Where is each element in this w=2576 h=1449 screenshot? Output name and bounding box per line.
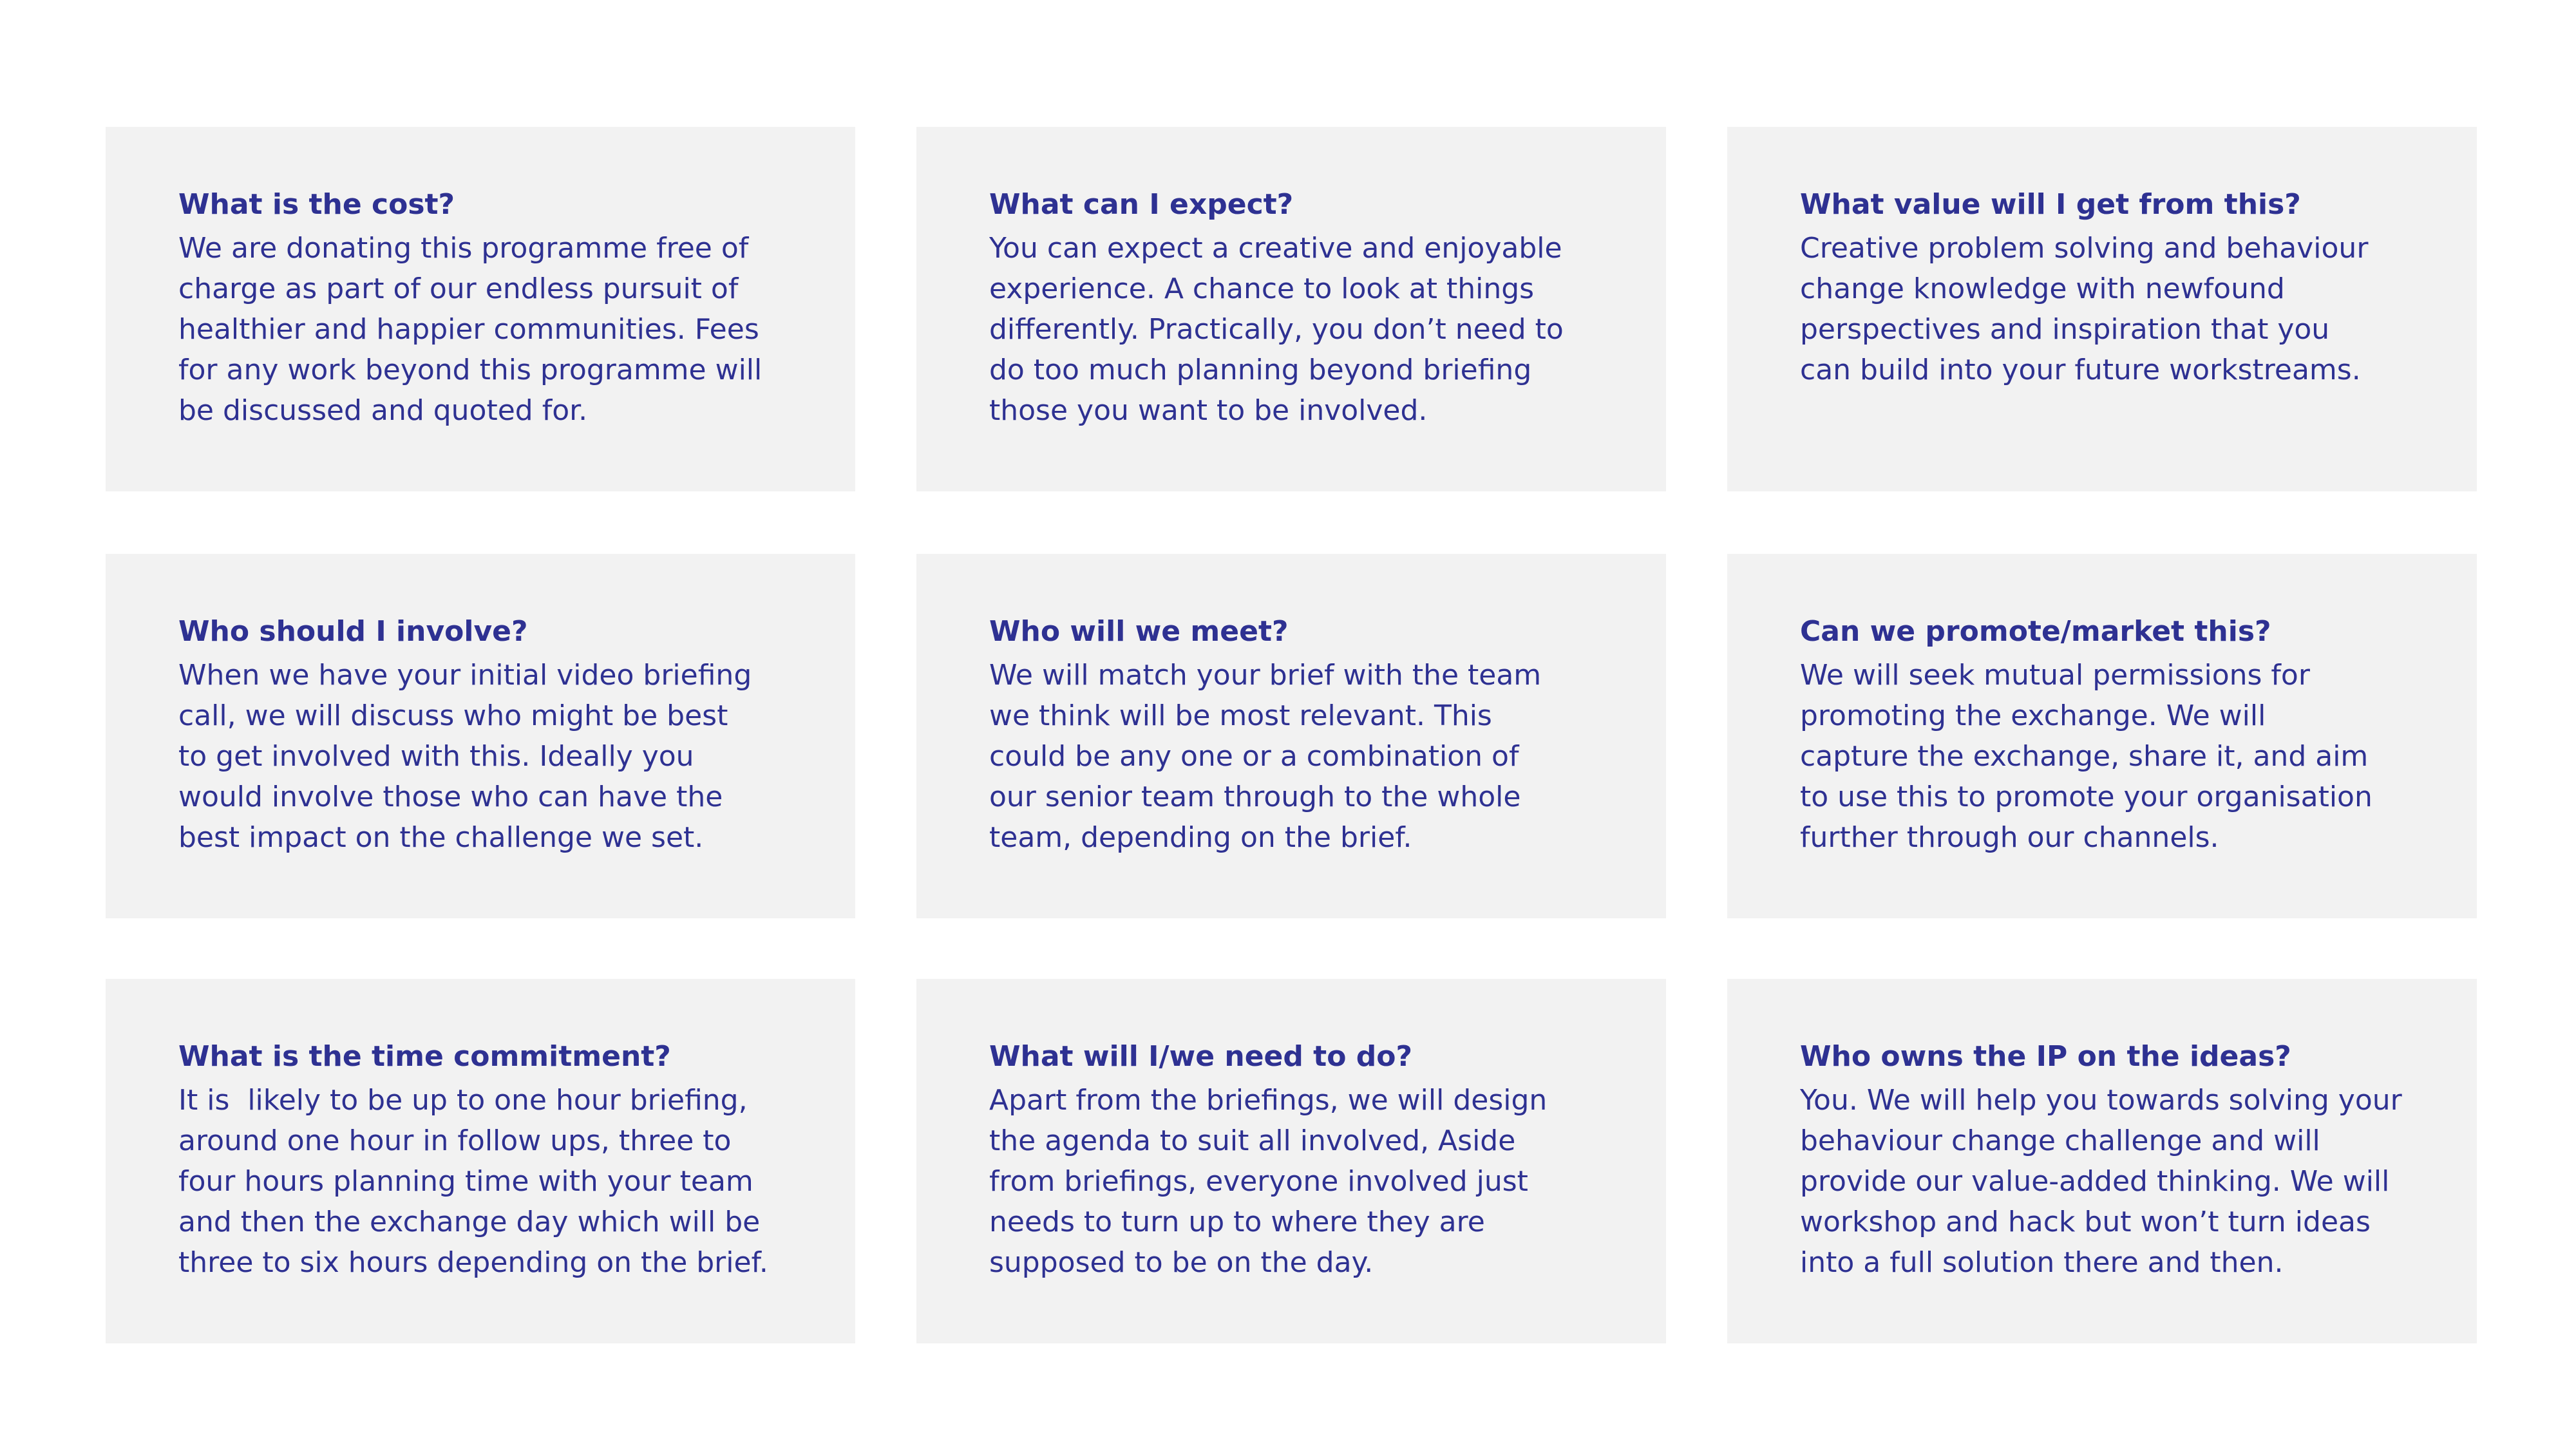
faq-answer-line: perspectives and inspiration that you: [1800, 313, 2330, 346]
faq-answer-line: You can expect a creative and enjoyable: [989, 232, 1562, 265]
faq-card-ip: [1727, 979, 2477, 1343]
faq-answer-line: into a full solution there and then.: [1800, 1246, 2284, 1279]
faq-question: What value will I get from this?: [1800, 188, 2301, 221]
faq-answer-line: can build into your future workstreams.: [1800, 354, 2361, 386]
faq-answer-line: differently. Practically, you don’t need to: [989, 313, 1564, 346]
faq-answer-line: do too much planning beyond briefing: [989, 354, 1532, 386]
faq-answer-line: would involve those who can have the: [178, 781, 723, 813]
faq-answer: [989, 655, 1602, 858]
faq-answer-line: and then the exchange day which will be: [178, 1206, 761, 1238]
faq-question: Who should I involve?: [178, 615, 528, 648]
faq-answer-line: the agenda to suit all involved, Aside: [989, 1124, 1516, 1157]
faq-question: What will I/we need to do?: [989, 1040, 1413, 1073]
faq-answer: [989, 1080, 1602, 1283]
faq-answer-line: capture the exchange, share it, and aim: [1800, 740, 2369, 773]
faq-answer-line: further through our channels.: [1800, 821, 2219, 854]
faq-card-time: [106, 979, 855, 1343]
faq-question: Who will we meet?: [989, 615, 1289, 648]
faq-answer: [178, 228, 791, 431]
faq-answer-line: be discussed and quoted for.: [178, 394, 588, 427]
faq-card-value: [1727, 127, 2477, 491]
faq-answer: [989, 228, 1602, 431]
faq-answer-line: provide our value-added thinking. We will: [1800, 1165, 2390, 1198]
faq-answer-line: promoting the exchange. We will: [1800, 699, 2266, 732]
faq-card-involve: [106, 554, 855, 918]
faq-answer-line: three to six hours depending on the brief.: [178, 1246, 768, 1279]
faq-answer-line: those you want to be involved.: [989, 394, 1428, 427]
faq-answer-line: around one hour in follow ups, three to: [178, 1124, 732, 1157]
faq-answer-line: Apart from the briefings, we will design: [989, 1084, 1548, 1117]
faq-answer-line: workshop and hack but won’t turn ideas: [1800, 1206, 2371, 1238]
faq-answer-line: we think will be most relevant. This: [989, 699, 1492, 732]
faq-card-meet: [916, 554, 1666, 918]
faq-answer-line: from briefings, everyone involved just: [989, 1165, 1528, 1198]
faq-answer-line: best impact on the challenge we set.: [178, 821, 704, 854]
faq-answer: [1800, 1080, 2412, 1283]
faq-answer-line: our senior team through to the whole: [989, 781, 1521, 813]
faq-answer-line: four hours planning time with your team: [178, 1165, 753, 1198]
faq-answer-line: call, we will discuss who might be best: [178, 699, 728, 732]
faq-card-cost: [106, 127, 855, 491]
faq-card-todo: [916, 979, 1666, 1343]
faq-answer-line: team, depending on the brief.: [989, 821, 1412, 854]
faq-answer-line: behaviour change challenge and will: [1800, 1124, 2320, 1157]
faq-answer: [178, 655, 791, 858]
faq-answer-line: experience. A chance to look at things: [989, 272, 1535, 305]
faq-answer-line: to get involved with this. Ideally you: [178, 740, 694, 773]
faq-card-promote: [1727, 554, 2477, 918]
faq-question: What is the time commitment?: [178, 1040, 671, 1073]
faq-answer: [178, 1080, 791, 1283]
faq-answer-line: charge as part of our endless pursuit of: [178, 272, 739, 305]
faq-answer-line: We will seek mutual permissions for: [1800, 659, 2310, 692]
faq-answer: [1800, 655, 2412, 858]
faq-answer-line: for any work beyond this programme will: [178, 354, 762, 386]
faq-answer-line: When we have your initial video briefing: [178, 659, 752, 692]
faq-answer-line: needs to turn up to where they are: [989, 1206, 1485, 1238]
faq-answer-line: healthier and happier communities. Fees: [178, 313, 759, 346]
faq-answer-line: to use this to promote your organisation: [1800, 781, 2372, 813]
faq-answer-line: You. We will help you towards solving your: [1800, 1084, 2402, 1117]
faq-question: Who owns the IP on the ideas?: [1800, 1040, 2291, 1073]
faq-answer-line: We are donating this programme free of: [178, 232, 749, 265]
faq-answer-line: change knowledge with newfound: [1800, 272, 2285, 305]
faq-answer: [1800, 228, 2412, 390]
faq-answer-line: supposed to be on the day.: [989, 1246, 1374, 1279]
faq-question: What is the cost?: [178, 188, 455, 221]
faq-question: Can we promote/market this?: [1800, 615, 2271, 648]
faq-answer-line: We will match your brief with the team: [989, 659, 1542, 692]
faq-answer-line: could be any one or a combination of: [989, 740, 1519, 773]
faq-card-expect: [916, 127, 1666, 491]
faq-question: What can I expect?: [989, 188, 1294, 221]
faq-answer-line: Creative problem solving and behaviour: [1800, 232, 2369, 265]
faq-answer-line: It is likely to be up to one hour briefing,: [178, 1084, 748, 1117]
